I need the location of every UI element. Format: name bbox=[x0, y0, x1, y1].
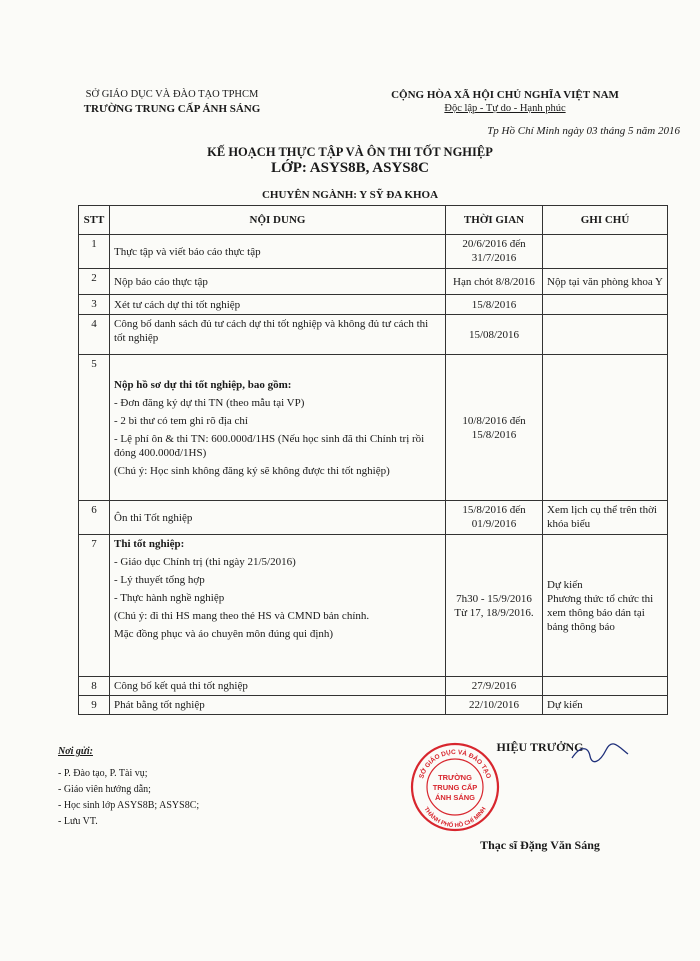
row-content bbox=[110, 355, 446, 501]
header-time: THỜI GIAN bbox=[446, 206, 543, 235]
row-note: Xem lịch cụ thể trên thời khóa biểu bbox=[543, 501, 668, 535]
table-row bbox=[79, 501, 668, 535]
national-motto: Độc lập - Tự do - Hạnh phúc bbox=[444, 103, 566, 114]
row-content-item: (Chú ý: Học sinh không đăng ký sẽ không được thi tốt nghiệp) bbox=[114, 464, 390, 477]
row-content-item: (Chú ý: đi thi HS mang theo thẻ HS và CMND bản chính. bbox=[114, 610, 370, 622]
row-stt: 9 bbox=[79, 696, 110, 715]
row-note: Nộp tại văn phòng khoa Y bbox=[543, 269, 668, 295]
national-header bbox=[360, 88, 650, 116]
row-content: Phát bằng tốt nghiệp bbox=[110, 696, 446, 715]
row-content-item: Mặc đồng phục và áo chuyên môn đúng qui định) bbox=[114, 628, 334, 640]
row-note bbox=[543, 315, 668, 355]
row-note bbox=[543, 535, 668, 677]
recipient-item: - Giáo viên hướng dẫn; bbox=[58, 784, 151, 795]
national-name: CỘNG HÒA XÃ HỘI CHỦ NGHĨA VIỆT NAM bbox=[391, 89, 619, 101]
document-class-title: LỚP: ASYS8B, ASYS8C bbox=[271, 160, 429, 176]
row-content-item: - 2 bì thư có tem ghi rõ địa chỉ bbox=[114, 414, 248, 427]
row-content bbox=[110, 535, 446, 677]
table-row bbox=[79, 295, 668, 315]
recipient-item: - Học sinh lớp ASYS8B; ASYS8C; bbox=[58, 800, 200, 811]
seal-mid-text: TRƯỜNG bbox=[438, 773, 472, 782]
svg-text:THÀNH PHỐ HỒ CHÍ MINH bbox=[422, 806, 487, 829]
handwritten-signature-icon bbox=[570, 742, 630, 764]
table-row bbox=[79, 696, 668, 715]
seal-top-text: SỞ GIÁO DỤC VÀ ĐÀO TẠO bbox=[418, 748, 492, 780]
table-row bbox=[79, 355, 668, 501]
row-content-title: Nộp hồ sơ dự thi tốt nghiệp, bao gồm: bbox=[114, 378, 292, 391]
table-row bbox=[79, 269, 668, 295]
row-content: Công bố danh sách đủ tư cách dự thi tốt nghiệp và không đủ tư cách thi tốt nghiệp bbox=[110, 315, 446, 355]
table-header-row bbox=[79, 206, 668, 235]
issuer-department: SỞ GIÁO DỤC VÀ ĐÀO TẠO TPHCM bbox=[85, 89, 259, 100]
seal-mid-text: TRUNG CẤP bbox=[432, 783, 478, 792]
row-stt: 7 bbox=[79, 535, 110, 677]
row-note-line: Dự kiến bbox=[547, 578, 583, 591]
row-content: Thực tập và viết báo cáo thực tập bbox=[110, 235, 446, 269]
row-content: Ôn thi Tốt nghiệp bbox=[110, 501, 446, 535]
row-note bbox=[543, 355, 668, 501]
recipients-block bbox=[58, 744, 378, 830]
issuer-header bbox=[62, 88, 282, 116]
seal-bottom-text: THÀNH PHỐ HỒ CHÍ MINH bbox=[422, 806, 488, 830]
row-stt: 1 bbox=[79, 235, 110, 269]
row-time: 22/10/2016 bbox=[446, 696, 543, 715]
document-major: CHUYÊN NGÀNH: Y SỸ ĐA KHOA bbox=[261, 189, 439, 201]
document-date: Tp Hồ Chí Minh ngày 03 tháng 5 năm 2016 bbox=[487, 125, 680, 137]
row-time: 15/8/2016 đến 01/9/2016 bbox=[446, 501, 543, 535]
row-note bbox=[543, 235, 668, 269]
row-stt: 5 bbox=[79, 355, 110, 501]
row-time-line: 7h30 - 15/9/2016 bbox=[456, 592, 532, 605]
signer-role: HIỆU TRƯỞNG bbox=[496, 740, 584, 754]
table-row bbox=[79, 535, 668, 677]
document-title: KẾ HOẠCH THỰC TẬP VÀ ÔN THI TỐT NGHIỆP bbox=[207, 145, 493, 159]
row-stt: 6 bbox=[79, 501, 110, 535]
signer-name: Thạc sĩ Đặng Văn Sáng bbox=[480, 838, 600, 852]
row-time: 15/08/2016 bbox=[446, 315, 543, 355]
plan-table bbox=[78, 205, 668, 715]
row-content-item: - Thực hành nghề nghiệp bbox=[114, 592, 225, 604]
row-time: 20/6/2016 đến 31/7/2016 bbox=[446, 235, 543, 269]
row-note: Dự kiến bbox=[543, 696, 668, 715]
row-stt: 8 bbox=[79, 677, 110, 696]
row-stt: 4 bbox=[79, 315, 110, 355]
school-seal-stamp bbox=[410, 742, 500, 832]
row-note-line: Phương thức tổ chức thi xem thông báo dán tại bảng thông báo bbox=[547, 592, 654, 633]
row-content-item: - Lý thuyết tổng hợp bbox=[114, 574, 205, 586]
row-stt: 3 bbox=[79, 295, 110, 315]
header-note: GHI CHÚ bbox=[543, 206, 668, 235]
row-time: 27/9/2016 bbox=[446, 677, 543, 696]
row-content: Xét tư cách dự thi tốt nghiệp bbox=[110, 295, 446, 315]
header-stt: STT bbox=[79, 206, 110, 235]
row-time: Hạn chót 8/8/2016 bbox=[446, 269, 543, 295]
row-time: 10/8/2016 đến 15/8/2016 bbox=[446, 355, 543, 501]
table-row bbox=[79, 235, 668, 269]
issuer-school: TRƯỜNG TRUNG CẤP ÁNH SÁNG bbox=[83, 103, 261, 115]
seal-mid-text: ÁNH SÁNG bbox=[434, 793, 476, 802]
row-content: Nộp báo cáo thực tập bbox=[110, 269, 446, 295]
row-content-item: - Lệ phí ôn & thi TN: 600.000đ/1HS (Nếu học sinh đã thi Chính trị rồi đóng 400.000đ/1HS) bbox=[114, 432, 425, 459]
row-note bbox=[543, 295, 668, 315]
recipients-label: Nơi gửi: bbox=[58, 746, 93, 757]
row-note bbox=[543, 677, 668, 696]
row-time-line: Từ 17, 18/9/2016. bbox=[454, 606, 534, 619]
row-content-item: - Giáo dục Chính trị (thi ngày 21/5/2016) bbox=[114, 556, 296, 568]
recipient-item: - P. Đào tạo, P. Tài vụ; bbox=[58, 768, 148, 779]
row-content: Công bố kết quả thi tốt nghiệp bbox=[110, 677, 446, 696]
row-content-title: Thi tốt nghiệp: bbox=[114, 538, 185, 550]
recipient-item: - Lưu VT. bbox=[58, 816, 98, 827]
row-content-item: - Đơn đăng ký dự thi TN (theo mẫu tại VP) bbox=[114, 396, 305, 409]
row-time: 15/8/2016 bbox=[446, 295, 543, 315]
row-stt: 2 bbox=[79, 269, 110, 295]
row-time bbox=[446, 535, 543, 677]
table-row bbox=[79, 315, 668, 355]
header-content: NỘI DUNG bbox=[110, 206, 446, 235]
table-row bbox=[79, 677, 668, 696]
